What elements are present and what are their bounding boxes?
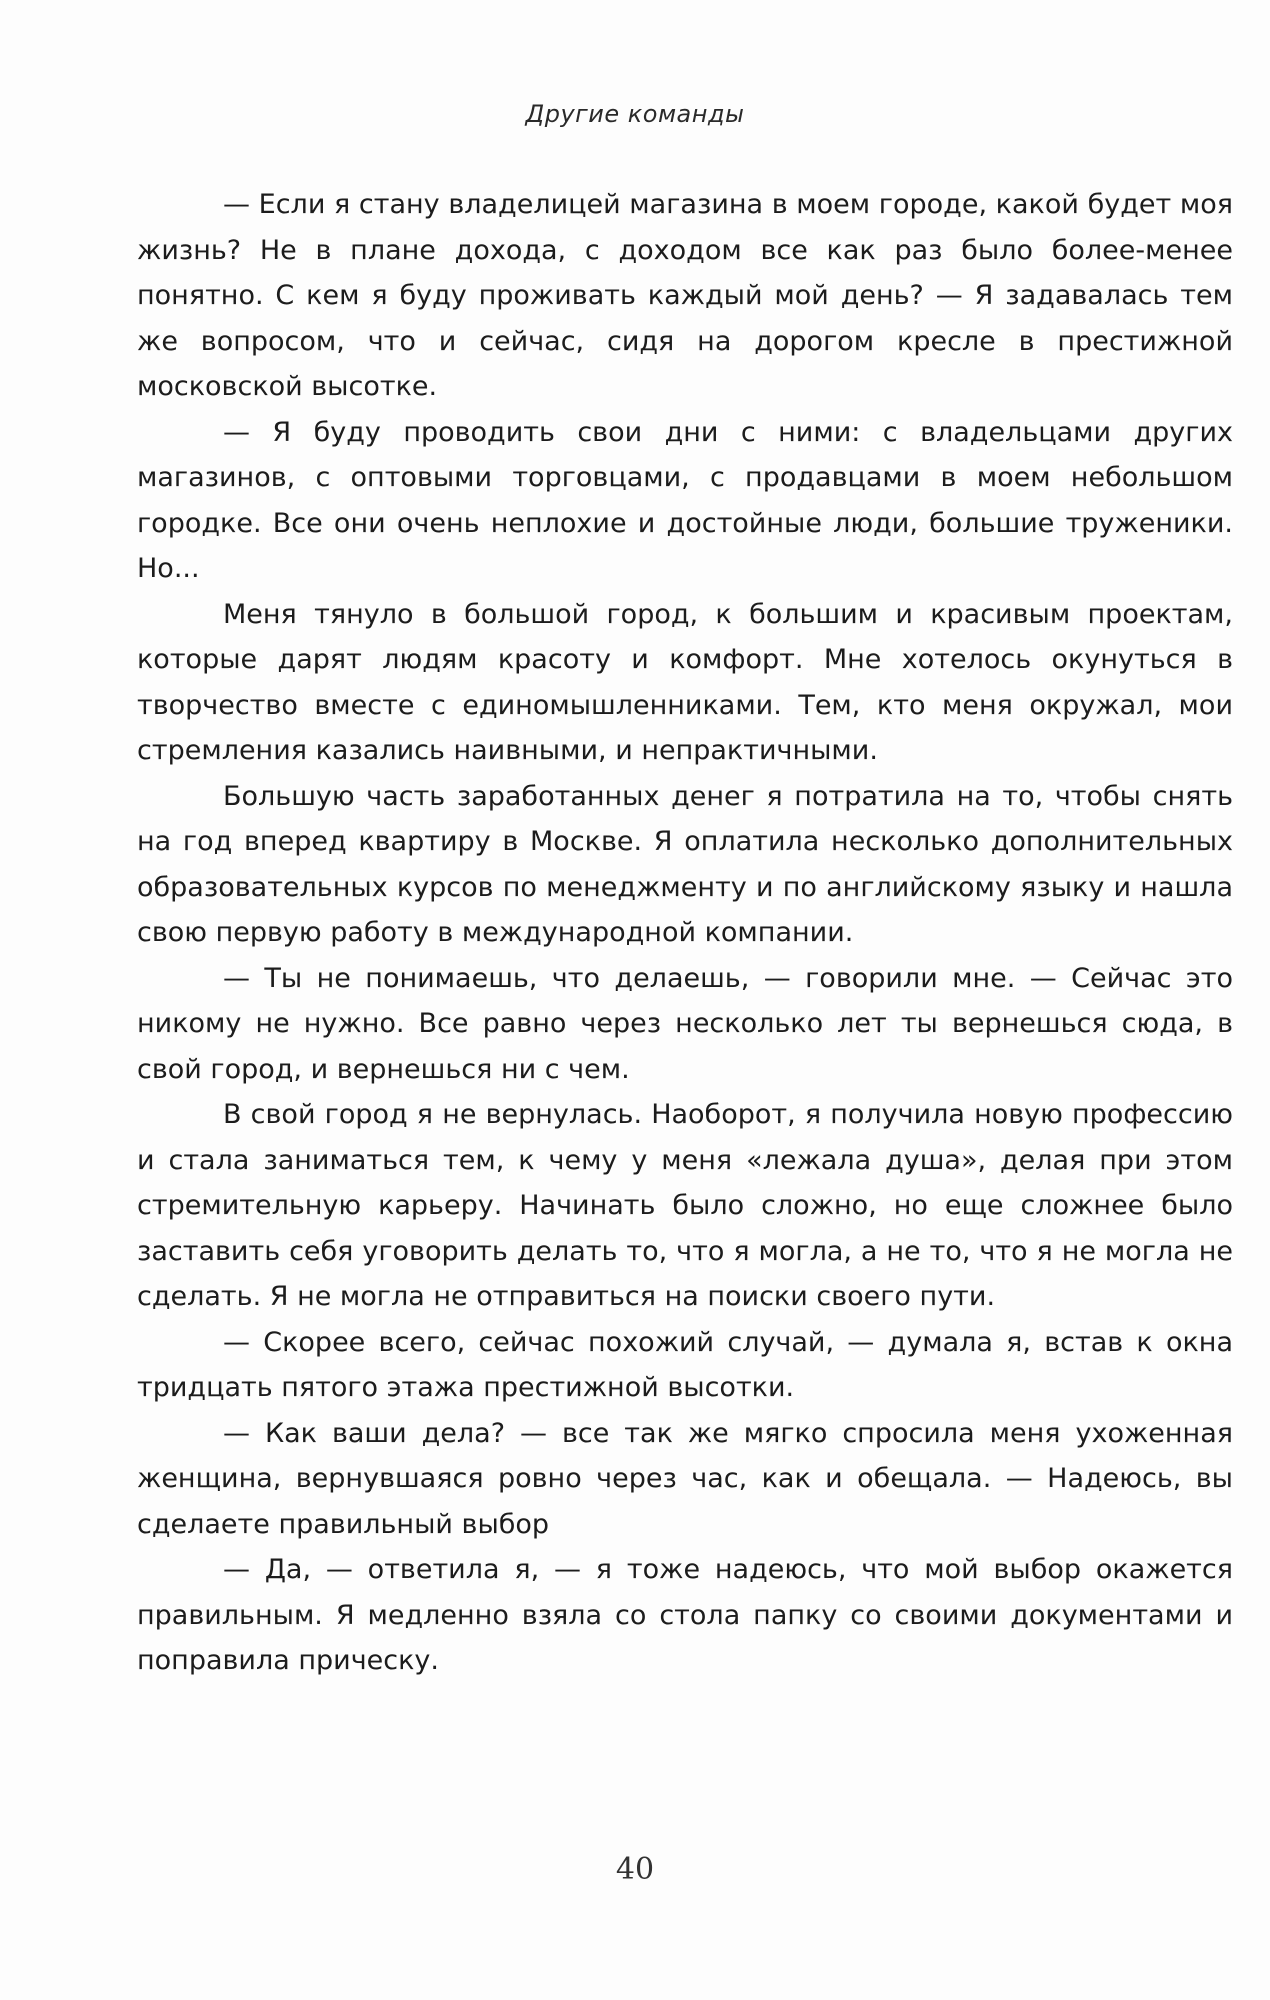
paragraph: Меня тянуло в большой город, к большим и красивым проектам, которые дарят людям красоту и комфорт. Мне хотелось окунуться в творчество вместе с единомышленниками. Тем, кто меня окружал, мои стремления казались наивными, и непрактичными. [137, 598, 1233, 766]
paragraph: В свой город я не вернулась. Наоборот, я получила новую профессию и стала заниматься тем, к чему у меня «лежала душа», делая при этом стремительную карьеру. Начинать было сложно, но еще сложнее было заставить себя уговорить делать то, что я могла, а не то, что я не могла не сделать. Я не могла не отправиться на поиски своего пути. [137, 1099, 1233, 1312]
body-text [137, 182, 1233, 1684]
paragraph: — Как ваши дела? — все так же мягко спросила меня ухоженная женщина, вернувшаяся ровно через час, как и обещала. — Надеюсь, вы сделаете правильный выбор [137, 1417, 1233, 1540]
page-number: 40 [615, 1852, 655, 1887]
paragraph: — Если я стану владелицей магазина в моем городе, какой будет моя жизнь? Не в плане дохода, с доходом все как раз было более-менее понятно. С кем я буду проживать каждый мой день? — Я задавалась тем же вопросом, что и сейчас, сидя на дорогом кресле в престижной московской высотке. [137, 189, 1233, 402]
paragraph: — Я буду проводить свои дни с ними: с владельцами других магазинов, с оптовыми торговцами, с продавцами в моем небольшом городке. Все они очень неплохие и достойные люди, большие труженики. Но... [137, 416, 1233, 584]
paragraph: — Ты не понимаешь, что делаешь, — говорили мне. — Сейчас это никому не нужно. Все равно через несколько лет ты вернешься сюда, в свой город, и вернешься ни с чем. [137, 962, 1233, 1085]
paragraph: — Скорее всего, сейчас похожий случай, — думала я, встав к окна тридцать пятого этажа престижной высотки. [137, 1326, 1233, 1403]
paragraph: — Да, — ответила я, — я тоже надеюсь, что мой выбор окажется правильным. Я медленно взяла со стола папку со своими документами и поправила прическу. [137, 1554, 1233, 1676]
paragraph: Большую часть заработанных денег я потратила на то, чтобы снять на год вперед квартиру в Москве. Я оплатила несколько дополнительных образовательных курсов по менеджменту и по английскому языку и нашла свою первую работу в международной компании. [137, 780, 1233, 948]
running-head: Другие команды [525, 100, 745, 128]
